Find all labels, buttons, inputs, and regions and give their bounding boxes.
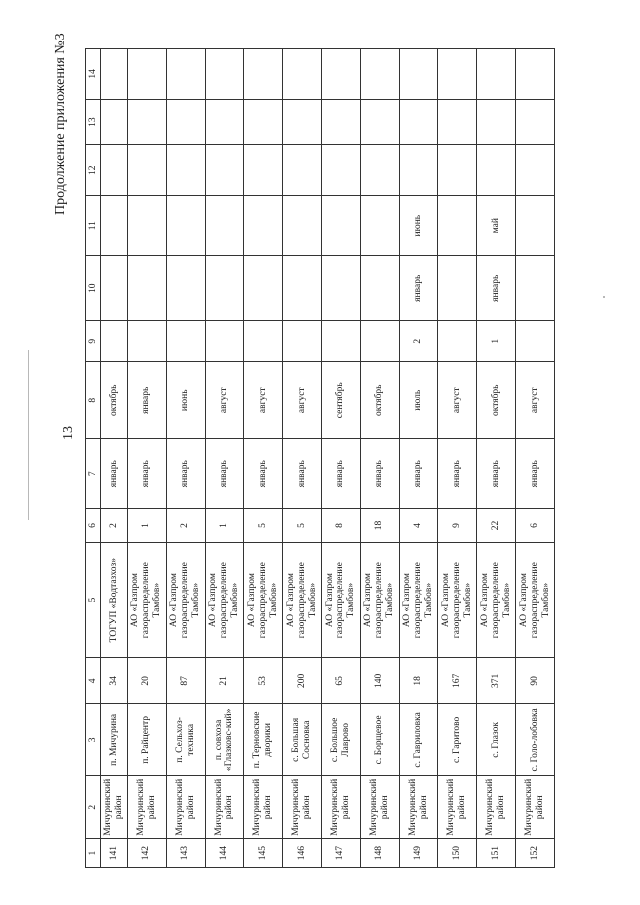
table-cell xyxy=(101,99,128,145)
table-cell: Мичуринский район xyxy=(438,776,477,839)
table-cell xyxy=(283,321,322,362)
table-cell: АО «Газпром газораспределение Тамбов» xyxy=(127,542,166,658)
table-cell: п. Сельхоз-техника xyxy=(166,704,205,776)
table-cell xyxy=(516,321,555,362)
table-cell xyxy=(205,99,244,145)
table-cell xyxy=(127,145,166,196)
table-cell xyxy=(322,145,361,196)
table-cell: 1 xyxy=(205,509,244,543)
table-cell: с. Большое Лаврово xyxy=(322,704,361,776)
table-cell xyxy=(205,256,244,321)
table-cell: 140 xyxy=(360,658,399,704)
table-cell: январь xyxy=(399,256,438,321)
table-cell xyxy=(101,256,128,321)
table-cell xyxy=(283,99,322,145)
table-cell: 5 xyxy=(244,509,283,543)
table-row xyxy=(477,49,516,868)
table-cell xyxy=(477,49,516,100)
table-cell xyxy=(127,49,166,100)
table-cell: п. Терновские дворики xyxy=(244,704,283,776)
table-cell: 141 xyxy=(101,839,128,868)
table-cell xyxy=(516,49,555,100)
table-cell xyxy=(516,99,555,145)
table-row xyxy=(101,49,128,868)
data-table-container xyxy=(85,48,555,868)
column-header: 4 xyxy=(86,658,101,704)
page-number: 13 xyxy=(61,426,76,440)
table-cell xyxy=(283,145,322,196)
table-cell: август xyxy=(516,362,555,439)
table-cell xyxy=(101,321,128,362)
table-cell: 143 xyxy=(166,839,205,868)
table-cell: п. Райцентр xyxy=(127,704,166,776)
table-cell: 152 xyxy=(516,839,555,868)
column-header: 13 xyxy=(86,99,101,145)
table-cell: АО «Газпром газораспределение Тамбов» xyxy=(205,542,244,658)
table-cell: 18 xyxy=(360,509,399,543)
table-cell: 167 xyxy=(438,658,477,704)
table-cell: с. Борщевое xyxy=(360,704,399,776)
table-cell: Мичуринский район xyxy=(516,776,555,839)
table-cell: январь xyxy=(322,439,361,509)
table-cell xyxy=(244,256,283,321)
table-cell: январь xyxy=(127,439,166,509)
table-cell xyxy=(322,99,361,145)
table-cell xyxy=(516,256,555,321)
table-cell: январь xyxy=(101,439,128,509)
table-cell: июнь xyxy=(166,362,205,439)
table-cell xyxy=(205,145,244,196)
table-cell: август xyxy=(205,362,244,439)
table-row xyxy=(244,49,283,868)
table-cell: 6 xyxy=(516,509,555,543)
table-cell: Мичуринский район xyxy=(205,776,244,839)
table-row xyxy=(438,49,477,868)
table-cell: 90 xyxy=(516,658,555,704)
table-cell: 22 xyxy=(477,509,516,543)
table-cell xyxy=(438,49,477,100)
table-cell: октябрь xyxy=(477,362,516,439)
table-cell: Мичуринский район xyxy=(101,776,128,839)
column-header: 14 xyxy=(86,49,101,100)
table-cell: январь xyxy=(244,439,283,509)
table-cell xyxy=(516,145,555,196)
table-cell: январь xyxy=(127,362,166,439)
table-cell: 144 xyxy=(205,839,244,868)
table-cell: январь xyxy=(399,439,438,509)
table-cell: Мичуринский район xyxy=(244,776,283,839)
table-cell xyxy=(322,49,361,100)
table-cell xyxy=(244,145,283,196)
column-header: 1 xyxy=(86,839,101,868)
column-header: 2 xyxy=(86,776,101,839)
table-cell: АО «Газпром газораспределение Тамбов» xyxy=(399,542,438,658)
table-cell xyxy=(322,256,361,321)
table-cell: 2 xyxy=(166,509,205,543)
table-cell: 147 xyxy=(322,839,361,868)
table-cell: Мичуринский район xyxy=(322,776,361,839)
table-cell: 20 xyxy=(127,658,166,704)
table-cell xyxy=(399,49,438,100)
table-cell xyxy=(166,321,205,362)
table-cell xyxy=(101,196,128,256)
table-cell xyxy=(477,145,516,196)
table-row xyxy=(399,49,438,868)
table-cell: октябрь xyxy=(101,362,128,439)
table-cell xyxy=(516,196,555,256)
table-cell: ТОГУП «Водтазхоз» xyxy=(101,542,128,658)
table-cell: с. Глазок xyxy=(477,704,516,776)
table-cell: АО «Газпром газораспределение Тамбов» xyxy=(516,542,555,658)
table-cell: 146 xyxy=(283,839,322,868)
table-cell xyxy=(438,196,477,256)
table-cell xyxy=(438,145,477,196)
table-cell: 151 xyxy=(477,839,516,868)
table-cell xyxy=(127,196,166,256)
table-cell: 65 xyxy=(322,658,361,704)
table-cell: с. Голо-лобовка xyxy=(516,704,555,776)
column-header: 6 xyxy=(86,509,101,543)
table-cell: август xyxy=(438,362,477,439)
table-cell: Мичуринский район xyxy=(399,776,438,839)
table-cell: 34 xyxy=(101,658,128,704)
data-table xyxy=(85,48,555,868)
table-cell xyxy=(360,256,399,321)
table-cell xyxy=(283,196,322,256)
scan-artifact-mark xyxy=(28,350,29,520)
table-cell: АО «Газпром газораспределение Тамбов» xyxy=(438,542,477,658)
table-cell: АО «Газпром газораспределение Тамбов» xyxy=(322,542,361,658)
table-cell: 150 xyxy=(438,839,477,868)
table-cell xyxy=(127,256,166,321)
table-row xyxy=(127,49,166,868)
table-row xyxy=(516,49,555,868)
table-cell xyxy=(101,49,128,100)
table-row xyxy=(360,49,399,868)
column-header: 8 xyxy=(86,362,101,439)
table-cell xyxy=(283,256,322,321)
table-cell: с. Гавриловка xyxy=(399,704,438,776)
column-header: 5 xyxy=(86,542,101,658)
table-cell: с. Большая Сосновка xyxy=(283,704,322,776)
table-cell xyxy=(166,256,205,321)
table-cell: с. Гаритово xyxy=(438,704,477,776)
table-cell: 2 xyxy=(399,321,438,362)
table-cell xyxy=(127,99,166,145)
table-cell: 8 xyxy=(322,509,361,543)
table-cell: январь xyxy=(360,439,399,509)
table-cell: август xyxy=(283,362,322,439)
table-cell xyxy=(244,99,283,145)
table-cell xyxy=(283,49,322,100)
table-row xyxy=(205,49,244,868)
table-cell: 200 xyxy=(283,658,322,704)
table-cell: 1 xyxy=(127,509,166,543)
table-cell xyxy=(101,145,128,196)
table-cell xyxy=(360,99,399,145)
table-cell: 87 xyxy=(166,658,205,704)
table-cell: 142 xyxy=(127,839,166,868)
table-cell: Мичуринский район xyxy=(127,776,166,839)
table-cell: 2 xyxy=(101,509,128,543)
table-cell: 21 xyxy=(205,658,244,704)
table-cell: Мичуринский район xyxy=(283,776,322,839)
table-cell xyxy=(166,99,205,145)
table-row xyxy=(166,49,205,868)
table-cell: Мичуринский район xyxy=(360,776,399,839)
table-cell: 145 xyxy=(244,839,283,868)
table-cell xyxy=(322,321,361,362)
table-cell: АО «Газпром газораспределение Тамбов» xyxy=(477,542,516,658)
table-cell: п. совхоза «Глазковс-кий» xyxy=(205,704,244,776)
column-header: 10 xyxy=(86,256,101,321)
table-cell xyxy=(399,145,438,196)
table-cell: июль xyxy=(399,362,438,439)
column-header: 3 xyxy=(86,704,101,776)
table-cell: май xyxy=(477,196,516,256)
table-cell xyxy=(477,99,516,145)
column-header: 9 xyxy=(86,321,101,362)
column-header: 11 xyxy=(86,196,101,256)
table-cell: январь xyxy=(283,439,322,509)
table-cell xyxy=(166,196,205,256)
table-cell: АО «Газпром газораспределение Тамбов» xyxy=(244,542,283,658)
table-cell xyxy=(360,49,399,100)
table-cell xyxy=(166,145,205,196)
table-cell: 149 xyxy=(399,839,438,868)
table-cell xyxy=(244,196,283,256)
table-cell: 5 xyxy=(283,509,322,543)
table-cell: 1 xyxy=(477,321,516,362)
table-cell: 53 xyxy=(244,658,283,704)
table-cell: январь xyxy=(477,439,516,509)
table-cell: 371 xyxy=(477,658,516,704)
table-cell xyxy=(244,49,283,100)
table-body xyxy=(101,49,555,868)
table-cell: 18 xyxy=(399,658,438,704)
table-cell xyxy=(438,321,477,362)
appendix-caption: Продолжение приложения №3 xyxy=(53,33,68,215)
table-row xyxy=(322,49,361,868)
table-cell: октябрь xyxy=(360,362,399,439)
column-header: 7 xyxy=(86,439,101,509)
table-cell xyxy=(399,99,438,145)
table-cell xyxy=(322,196,361,256)
table-cell: 148 xyxy=(360,839,399,868)
table-cell xyxy=(438,99,477,145)
table-cell xyxy=(205,196,244,256)
scan-artifact-dot xyxy=(603,296,605,298)
table-cell xyxy=(438,256,477,321)
table-cell xyxy=(360,321,399,362)
table-row xyxy=(283,49,322,868)
table-cell: АО «Газпром газораспределение Тамбов» xyxy=(166,542,205,658)
table-cell xyxy=(205,49,244,100)
table-cell: сентябрь xyxy=(322,362,361,439)
table-cell: январь xyxy=(516,439,555,509)
table-cell xyxy=(166,49,205,100)
table-cell: 9 xyxy=(438,509,477,543)
column-header: 12 xyxy=(86,145,101,196)
table-cell: Мичуринский район xyxy=(477,776,516,839)
table-cell: август xyxy=(244,362,283,439)
table-cell xyxy=(360,196,399,256)
table-cell: 4 xyxy=(399,509,438,543)
table-cell: Мичуринский район xyxy=(166,776,205,839)
table-cell xyxy=(127,321,166,362)
table-cell: январь xyxy=(438,439,477,509)
column-header-row xyxy=(86,49,101,868)
table-cell: январь xyxy=(477,256,516,321)
table-cell xyxy=(205,321,244,362)
table-cell xyxy=(360,145,399,196)
table-cell xyxy=(244,321,283,362)
table-cell: январь xyxy=(166,439,205,509)
table-cell: январь xyxy=(205,439,244,509)
table-cell: АО «Газпром газораспределение Тамбов» xyxy=(283,542,322,658)
table-cell: п. Мичурина xyxy=(101,704,128,776)
table-cell: АО «Газпром газораспределение Тамбов» xyxy=(360,542,399,658)
table-cell: июнь xyxy=(399,196,438,256)
